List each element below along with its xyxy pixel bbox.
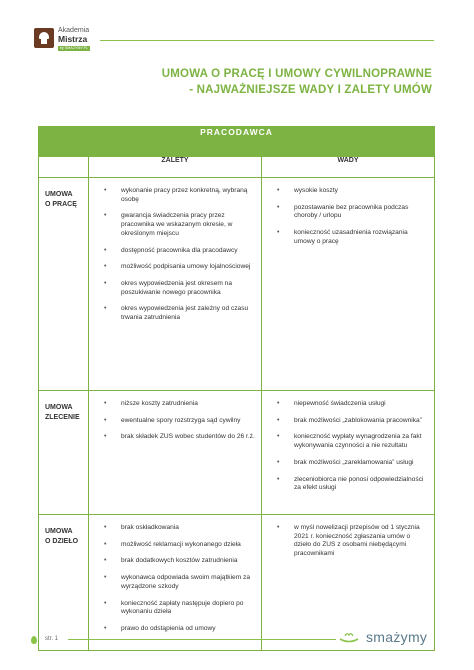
cons-cell	[262, 391, 435, 515]
table-row	[39, 178, 435, 391]
list-item: • zleceniobiorca nie ponosi odpowiedzialności za efekt usługi	[277, 476, 429, 493]
table-header-row	[39, 157, 435, 178]
header-empty-cell	[39, 157, 89, 178]
list-item: • konieczność uzasadnienia rozwiązania umowy o pracę	[277, 229, 429, 246]
header-cons: WADY	[262, 157, 435, 178]
list-item: • niższe koszty zatrudnienia	[104, 400, 256, 409]
list-item: • okres wypowiedzenia jest zależny od czasu trwania zatrudnienia	[104, 305, 256, 322]
list-item: • brak możliwości „zareklamowania” usługi	[277, 459, 429, 468]
list-item: • wysokie koszty	[277, 187, 429, 196]
comparison-table	[38, 126, 435, 651]
list-item: • dostępność pracownika dla pracodawcy	[104, 247, 256, 256]
brand-wordmark: smażymy	[366, 629, 428, 645]
pan-icon	[338, 630, 360, 644]
list-item: • brak dodatkowych kosztów zatrudnienia	[104, 557, 256, 566]
list-item: • w myśl nowelizacji przepisów od 1 stycznia 2021 r. konieczność zgłaszania umów o dzieło do ZUS z osobami niebędącymi pracownikami	[277, 524, 429, 559]
list-item: • brak możliwości „zablokowania pracownika”	[277, 417, 429, 426]
pros-cell	[89, 391, 262, 515]
pros-cell	[89, 178, 262, 391]
row-label-umowa-zlecenie	[39, 391, 89, 515]
list-item: • okres wypowiedzenia jest okresem na poszukiwanie nowego pracownika	[104, 280, 256, 297]
leaf-icon	[31, 636, 37, 644]
row-label-umowa-o-prace	[39, 178, 89, 391]
list-item: • konieczność wypłaty wynagrodzenia za fakt wykonywania czynności a nie rezultatu	[277, 433, 429, 450]
row-label-umowa-o-dzielo	[39, 515, 89, 651]
row-label-line: ZLECENIE	[45, 414, 80, 421]
list-item: • pozostawanie bez pracownika podczas choroby / urlopu	[277, 204, 429, 221]
header-divider	[100, 40, 434, 41]
list-item: • brak składek ZUS wobec studentów do 26 r.ż.	[104, 433, 256, 442]
list-item: • gwarancja świadczenia pracy przez pracownika we wskazanym okresie, w określonym miejscu	[104, 212, 256, 238]
page-title	[162, 66, 432, 98]
header-pros: ZALETY	[89, 157, 262, 178]
list-item: • niepewność świadczenia usługi	[277, 400, 429, 409]
akademia-mistrza-logo	[34, 27, 90, 51]
logo-text	[58, 27, 90, 51]
list-item: • możliwość podpisania umowy lojalnościowej	[104, 263, 256, 272]
list-item: • wykonawca odpowiada swoim majątkiem za wyrządzone szkody	[104, 574, 256, 591]
logo-line-2: Mistrza	[58, 34, 88, 44]
row-label-line: UMOWA	[45, 404, 73, 411]
list-item: • możliwość reklamacji wykonanego dzieła	[104, 541, 256, 550]
page-number: str. 1	[45, 636, 59, 642]
table-banner-row	[39, 127, 435, 157]
logo-line-3: by SMAŻYMY.PL	[60, 45, 89, 50]
list-item: • brak oskładkowania	[104, 524, 256, 533]
list-item: • prawo do odstąpienia od umowy	[104, 625, 256, 634]
list-item: • ewentualne spory rozstrzyga sąd cywilny	[104, 417, 256, 426]
table-banner: PRACODAWCA	[39, 127, 435, 157]
row-label-line: UMOWA	[45, 191, 73, 198]
list-item: • wykonanie pracy przez konkretną, wybraną osobę	[104, 187, 256, 204]
footer-divider	[68, 639, 336, 640]
list-item: • konieczność zapłaty następuje dopiero po wykonaniu dzieła	[104, 600, 256, 617]
pros-cell	[89, 515, 262, 651]
table-row	[39, 391, 435, 515]
page-title-line-1: UMOWA O PRACĘ I UMOWY CYWILNOPRAWNE	[161, 68, 432, 80]
logo-line-1: Akademia	[58, 27, 90, 34]
cons-cell	[262, 178, 435, 391]
row-label-line: UMOWA	[45, 528, 73, 535]
page-title-line-2: - NAJWAŻNIEJSZE WADY I ZALETY UMÓW	[189, 84, 432, 96]
row-label-line: O DZIEŁO	[45, 538, 79, 545]
row-label-line: O PRACĘ	[45, 201, 77, 208]
chef-hat-icon	[34, 28, 54, 48]
